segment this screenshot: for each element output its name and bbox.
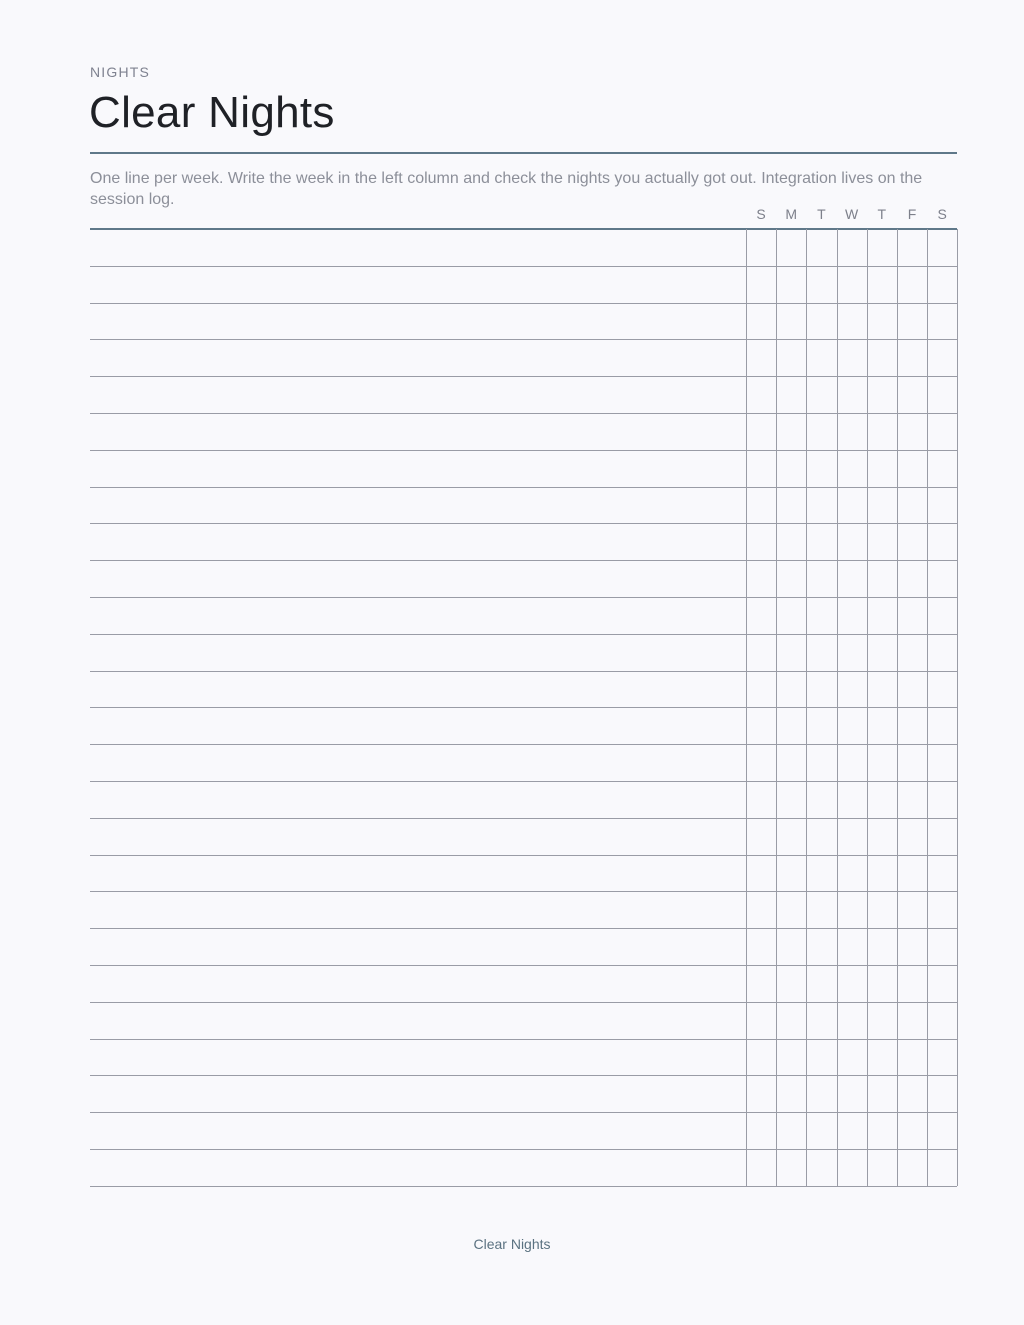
- week-entry-line[interactable]: [90, 1039, 745, 1075]
- night-checkbox-cell[interactable]: [867, 965, 897, 1001]
- night-checkbox-cell[interactable]: [867, 744, 897, 780]
- night-checkbox-cell[interactable]: [927, 634, 957, 670]
- night-checkbox-cell[interactable]: [776, 339, 806, 375]
- night-checkbox-cell[interactable]: [746, 339, 776, 375]
- night-checkbox-cell[interactable]: [897, 1149, 927, 1185]
- night-checkbox-cell[interactable]: [897, 781, 927, 817]
- night-checkbox-cell[interactable]: [867, 634, 897, 670]
- night-checkbox-cell[interactable]: [806, 376, 836, 412]
- night-checkbox-cell[interactable]: [837, 634, 867, 670]
- night-checkbox-cell[interactable]: [806, 303, 836, 339]
- night-checkbox-cell[interactable]: [806, 339, 836, 375]
- night-checkbox-cell[interactable]: [806, 1002, 836, 1038]
- week-entry-line[interactable]: [90, 1002, 745, 1038]
- night-checkbox-cell[interactable]: [897, 707, 927, 743]
- night-checkbox-cell[interactable]: [776, 523, 806, 559]
- night-checkbox-cell[interactable]: [776, 1002, 806, 1038]
- night-checkbox-cell[interactable]: [897, 965, 927, 1001]
- night-checkbox-cell[interactable]: [776, 928, 806, 964]
- night-checkbox-cell[interactable]: [806, 965, 836, 1001]
- night-checkbox-cell[interactable]: [776, 781, 806, 817]
- night-checkbox-cell[interactable]: [837, 376, 867, 412]
- night-checkbox-cell[interactable]: [776, 303, 806, 339]
- night-checkbox-cell[interactable]: [837, 413, 867, 449]
- night-checkbox-cell[interactable]: [927, 744, 957, 780]
- night-checkbox-cell[interactable]: [897, 597, 927, 633]
- night-checkbox-cell[interactable]: [867, 450, 897, 486]
- night-checkbox-cell[interactable]: [927, 1002, 957, 1038]
- night-checkbox-cell[interactable]: [897, 1112, 927, 1148]
- night-checkbox-cell[interactable]: [867, 671, 897, 707]
- night-checkbox-cell[interactable]: [867, 376, 897, 412]
- night-checkbox-cell[interactable]: [927, 965, 957, 1001]
- night-checkbox-cell[interactable]: [927, 523, 957, 559]
- night-checkbox-cell[interactable]: [897, 487, 927, 523]
- day-header: T: [817, 206, 826, 222]
- night-checkbox-cell[interactable]: [837, 229, 867, 265]
- night-checkbox-cell[interactable]: [837, 744, 867, 780]
- night-checkbox-cell[interactable]: [776, 1149, 806, 1185]
- night-checkbox-cell[interactable]: [806, 671, 836, 707]
- week-entry-line[interactable]: [90, 818, 745, 854]
- column-rule: [837, 229, 838, 1186]
- column-rule: [746, 229, 747, 1186]
- night-checkbox-cell[interactable]: [897, 523, 927, 559]
- night-checkbox-cell[interactable]: [776, 818, 806, 854]
- night-checkbox-cell[interactable]: [927, 855, 957, 891]
- night-checkbox-cell[interactable]: [776, 229, 806, 265]
- night-checkbox-cell[interactable]: [746, 303, 776, 339]
- night-checkbox-cell[interactable]: [746, 855, 776, 891]
- night-checkbox-cell[interactable]: [746, 965, 776, 1001]
- week-entry-line[interactable]: [90, 487, 745, 523]
- night-checkbox-cell[interactable]: [927, 266, 957, 302]
- night-checkbox-cell[interactable]: [806, 634, 836, 670]
- night-checkbox-cell[interactable]: [746, 928, 776, 964]
- night-checkbox-cell[interactable]: [806, 744, 836, 780]
- night-checkbox-cell[interactable]: [837, 928, 867, 964]
- night-checkbox-cell[interactable]: [867, 855, 897, 891]
- week-entry-line[interactable]: [90, 634, 745, 670]
- night-checkbox-cell[interactable]: [927, 891, 957, 927]
- night-checkbox-cell[interactable]: [927, 1075, 957, 1111]
- column-rule: [867, 229, 868, 1186]
- night-checkbox-cell[interactable]: [867, 1039, 897, 1075]
- night-checkbox-cell[interactable]: [927, 229, 957, 265]
- week-entry-line[interactable]: [90, 928, 745, 964]
- night-checkbox-cell[interactable]: [776, 965, 806, 1001]
- night-checkbox-cell[interactable]: [927, 339, 957, 375]
- column-rule: [897, 229, 898, 1186]
- night-checkbox-cell[interactable]: [776, 634, 806, 670]
- night-checkbox-cell[interactable]: [776, 1112, 806, 1148]
- day-header: T: [877, 206, 887, 222]
- night-checkbox-cell[interactable]: [746, 413, 776, 449]
- night-checkbox-cell[interactable]: [927, 781, 957, 817]
- night-checkbox-cell[interactable]: [746, 450, 776, 486]
- night-checkbox-cell[interactable]: [806, 523, 836, 559]
- night-checkbox-cell[interactable]: [867, 413, 897, 449]
- night-checkbox-cell[interactable]: [837, 965, 867, 1001]
- night-checkbox-cell[interactable]: [776, 1039, 806, 1075]
- night-checkbox-cell[interactable]: [927, 597, 957, 633]
- night-checkbox-cell[interactable]: [746, 229, 776, 265]
- night-checkbox-cell[interactable]: [897, 1002, 927, 1038]
- night-checkbox-cell[interactable]: [746, 671, 776, 707]
- title-divider: [90, 152, 957, 154]
- week-entry-line[interactable]: [90, 781, 745, 817]
- night-checkbox-cell[interactable]: [806, 1075, 836, 1111]
- column-rule: [776, 229, 777, 1186]
- week-entry-line[interactable]: [90, 229, 745, 265]
- night-checkbox-cell[interactable]: [927, 560, 957, 596]
- week-entry-line[interactable]: [90, 303, 745, 339]
- night-checkbox-cell[interactable]: [927, 707, 957, 743]
- night-checkbox-cell[interactable]: [897, 303, 927, 339]
- night-checkbox-cell[interactable]: [897, 818, 927, 854]
- night-checkbox-cell[interactable]: [806, 1039, 836, 1075]
- week-entry-line[interactable]: [90, 707, 745, 743]
- night-checkbox-cell[interactable]: [806, 1149, 836, 1185]
- night-checkbox-cell[interactable]: [897, 376, 927, 412]
- night-checkbox-cell[interactable]: [897, 855, 927, 891]
- night-checkbox-cell[interactable]: [746, 1149, 776, 1185]
- night-checkbox-cell[interactable]: [867, 818, 897, 854]
- night-checkbox-cell[interactable]: [806, 818, 836, 854]
- night-checkbox-cell[interactable]: [927, 928, 957, 964]
- footer-label: Clear Nights: [473, 1236, 551, 1252]
- night-checkbox-cell[interactable]: [806, 891, 836, 927]
- night-checkbox-cell[interactable]: [837, 855, 867, 891]
- night-checkbox-cell[interactable]: [897, 560, 927, 596]
- week-entry-line[interactable]: [90, 965, 745, 1001]
- night-checkbox-cell[interactable]: [806, 413, 836, 449]
- column-rule: [957, 229, 958, 1186]
- night-checkbox-cell[interactable]: [867, 891, 897, 927]
- night-checkbox-cell[interactable]: [746, 266, 776, 302]
- week-entry-line[interactable]: [90, 450, 745, 486]
- night-checkbox-cell[interactable]: [867, 1002, 897, 1038]
- night-checkbox-cell[interactable]: [776, 487, 806, 523]
- night-checkbox-cell[interactable]: [746, 1002, 776, 1038]
- night-checkbox-cell[interactable]: [806, 229, 836, 265]
- night-checkbox-cell[interactable]: [867, 928, 897, 964]
- week-entry-line[interactable]: [90, 1112, 745, 1148]
- week-entry-line[interactable]: [90, 891, 745, 927]
- night-checkbox-cell[interactable]: [776, 266, 806, 302]
- night-checkbox-cell[interactable]: [927, 450, 957, 486]
- night-checkbox-cell[interactable]: [897, 229, 927, 265]
- night-checkbox-cell[interactable]: [746, 1039, 776, 1075]
- night-checkbox-cell[interactable]: [806, 1112, 836, 1148]
- night-checkbox-cell[interactable]: [837, 671, 867, 707]
- week-entry-line[interactable]: [90, 266, 745, 302]
- night-checkbox-cell[interactable]: [746, 818, 776, 854]
- night-checkbox-cell[interactable]: [897, 744, 927, 780]
- column-rule: [927, 229, 928, 1186]
- intro-text: One line per week. Write the week in the left column and check the nights you actually got out. Integration lives on the session log.: [90, 170, 923, 208]
- night-checkbox-cell[interactable]: [867, 523, 897, 559]
- column-rule: [806, 229, 807, 1186]
- week-entry-line[interactable]: [90, 855, 745, 891]
- night-checkbox-cell[interactable]: [776, 413, 806, 449]
- night-checkbox-cell[interactable]: [837, 891, 867, 927]
- night-checkbox-cell[interactable]: [927, 413, 957, 449]
- night-checkbox-cell[interactable]: [897, 413, 927, 449]
- night-checkbox-cell[interactable]: [837, 560, 867, 596]
- night-checkbox-cell[interactable]: [837, 487, 867, 523]
- night-checkbox-cell[interactable]: [806, 928, 836, 964]
- night-checkbox-cell[interactable]: [776, 560, 806, 596]
- night-checkbox-cell[interactable]: [746, 523, 776, 559]
- week-entry-line[interactable]: [90, 413, 745, 449]
- row-rule: [90, 1186, 957, 1187]
- night-checkbox-cell[interactable]: [776, 1075, 806, 1111]
- night-checkbox-cell[interactable]: [776, 376, 806, 412]
- page-title: Clear Nights: [89, 88, 335, 137]
- night-checkbox-cell[interactable]: [776, 597, 806, 633]
- night-checkbox-cell[interactable]: [897, 339, 927, 375]
- week-entry-line[interactable]: [90, 1075, 745, 1111]
- week-entry-line[interactable]: [90, 1149, 745, 1185]
- week-entry-line[interactable]: [90, 597, 745, 633]
- night-checkbox-cell[interactable]: [776, 450, 806, 486]
- night-checkbox-cell[interactable]: [837, 1112, 867, 1148]
- night-checkbox-cell[interactable]: [867, 266, 897, 302]
- night-checkbox-cell[interactable]: [837, 266, 867, 302]
- night-checkbox-cell[interactable]: [897, 1039, 927, 1075]
- night-checkbox-cell[interactable]: [867, 229, 897, 265]
- night-checkbox-cell[interactable]: [837, 523, 867, 559]
- week-entry-line[interactable]: [90, 560, 745, 596]
- night-checkbox-cell[interactable]: [746, 781, 776, 817]
- night-checkbox-cell[interactable]: [776, 671, 806, 707]
- night-checkbox-cell[interactable]: [867, 487, 897, 523]
- night-checkbox-cell[interactable]: [897, 1075, 927, 1111]
- night-checkbox-cell[interactable]: [806, 450, 836, 486]
- night-checkbox-cell[interactable]: [746, 487, 776, 523]
- night-checkbox-cell[interactable]: [837, 1149, 867, 1185]
- night-checkbox-cell[interactable]: [927, 303, 957, 339]
- week-entry-line[interactable]: [90, 744, 745, 780]
- night-checkbox-cell[interactable]: [867, 1112, 897, 1148]
- night-checkbox-cell[interactable]: [927, 671, 957, 707]
- night-checkbox-cell[interactable]: [837, 1075, 867, 1111]
- night-checkbox-cell[interactable]: [776, 744, 806, 780]
- night-checkbox-cell[interactable]: [897, 671, 927, 707]
- night-checkbox-cell[interactable]: [746, 1075, 776, 1111]
- night-checkbox-cell[interactable]: [897, 634, 927, 670]
- night-checkbox-cell[interactable]: [867, 1149, 897, 1185]
- week-entry-line[interactable]: [90, 523, 745, 559]
- night-checkbox-cell[interactable]: [927, 1112, 957, 1148]
- night-checkbox-cell[interactable]: [897, 928, 927, 964]
- night-checkbox-cell[interactable]: [927, 818, 957, 854]
- night-checkbox-cell[interactable]: [867, 303, 897, 339]
- day-header: M: [785, 206, 798, 222]
- night-checkbox-cell[interactable]: [927, 376, 957, 412]
- night-checkbox-cell[interactable]: [837, 707, 867, 743]
- night-checkbox-cell[interactable]: [927, 1039, 957, 1075]
- night-checkbox-cell[interactable]: [746, 1112, 776, 1148]
- night-checkbox-cell[interactable]: [806, 597, 836, 633]
- night-checkbox-cell[interactable]: [746, 560, 776, 596]
- night-checkbox-cell[interactable]: [776, 707, 806, 743]
- night-checkbox-cell[interactable]: [776, 855, 806, 891]
- week-entry-line[interactable]: [90, 339, 745, 375]
- night-checkbox-cell[interactable]: [746, 891, 776, 927]
- day-header: S: [756, 206, 766, 222]
- night-checkbox-cell[interactable]: [837, 781, 867, 817]
- week-entry-line[interactable]: [90, 376, 745, 412]
- night-checkbox-cell[interactable]: [837, 1039, 867, 1075]
- night-checkbox-cell[interactable]: [806, 266, 836, 302]
- section-eyebrow: NIGHTS: [90, 64, 151, 80]
- night-checkbox-cell[interactable]: [746, 744, 776, 780]
- night-checkbox-cell[interactable]: [746, 707, 776, 743]
- night-checkbox-cell[interactable]: [837, 339, 867, 375]
- night-checkbox-cell[interactable]: [927, 1149, 957, 1185]
- night-checkbox-cell[interactable]: [897, 891, 927, 927]
- night-checkbox-cell[interactable]: [897, 266, 927, 302]
- day-header: W: [844, 206, 859, 222]
- night-checkbox-cell[interactable]: [867, 781, 897, 817]
- night-checkbox-cell[interactable]: [867, 560, 897, 596]
- night-checkbox-cell[interactable]: [746, 376, 776, 412]
- night-checkbox-cell[interactable]: [806, 707, 836, 743]
- day-header: F: [907, 206, 917, 222]
- night-checkbox-cell[interactable]: [837, 450, 867, 486]
- night-checkbox-cell[interactable]: [776, 891, 806, 927]
- night-checkbox-cell[interactable]: [746, 634, 776, 670]
- night-checkbox-cell[interactable]: [867, 707, 897, 743]
- night-checkbox-cell[interactable]: [806, 781, 836, 817]
- night-checkbox-cell[interactable]: [806, 487, 836, 523]
- day-header: S: [937, 206, 947, 222]
- night-checkbox-cell[interactable]: [867, 1075, 897, 1111]
- night-checkbox-cell[interactable]: [897, 450, 927, 486]
- night-checkbox-cell[interactable]: [927, 487, 957, 523]
- night-checkbox-cell[interactable]: [837, 1002, 867, 1038]
- week-entry-line[interactable]: [90, 671, 745, 707]
- night-checkbox-cell[interactable]: [837, 303, 867, 339]
- night-checkbox-cell[interactable]: [867, 597, 897, 633]
- night-checkbox-cell[interactable]: [867, 339, 897, 375]
- night-checkbox-cell[interactable]: [806, 560, 836, 596]
- night-checkbox-cell[interactable]: [806, 855, 836, 891]
- night-checkbox-cell[interactable]: [837, 818, 867, 854]
- night-checkbox-cell[interactable]: [837, 597, 867, 633]
- night-checkbox-cell[interactable]: [746, 597, 776, 633]
